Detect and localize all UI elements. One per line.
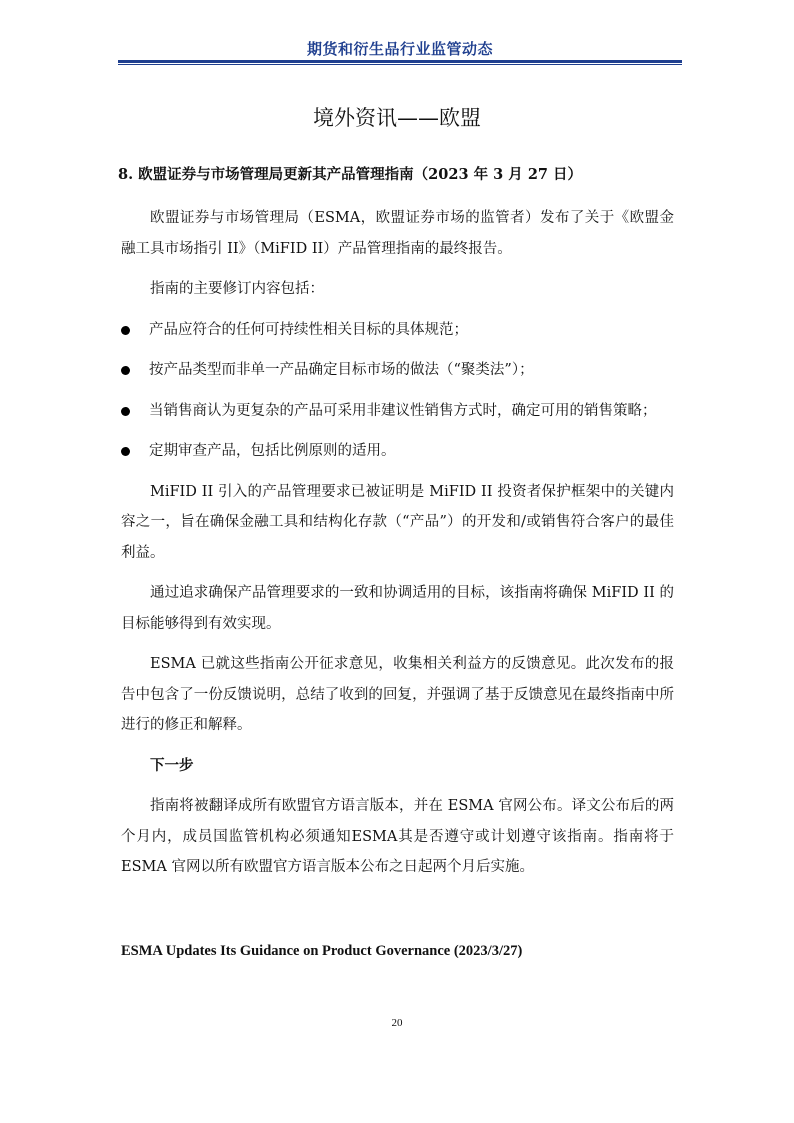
list-item-text: 当销售商认为更复杂的产品可采用非建议性销售方式时，确定可用的销售策略； xyxy=(149,402,657,419)
header-title: 期货和衍生品行业监管动态 xyxy=(306,40,493,58)
paragraph-revisions-lead: 指南的主要修订内容包括： xyxy=(150,281,324,297)
english-article-title: ESMA Updates Its Guidance on Product Governance (2023/3/27) xyxy=(121,943,523,959)
next-steps-heading: 下一步 xyxy=(150,756,194,774)
list-item-text: 按产品类型而非单一产品确定目标市场的做法（“聚类法”）； xyxy=(149,362,534,378)
list-item-text: 产品应符合的任何可持续性相关目标的具体规范； xyxy=(149,321,468,338)
paragraph-objective: 通过追求确保产品管理要求的一致和协调适用的目标，该指南将确保 MiFID II 的目标能够得到有效实现。 xyxy=(121,585,674,632)
paragraph-consultation: ESMA 已就这些指南公开征求意见，收集相关利益方的反馈意见。此次发布的报告中包含了一份反馈说明，总结了收到的回复，并强调了基于反馈意见在最终指南中所进行的修正和解释。 xyxy=(121,656,674,733)
list-item xyxy=(121,315,674,346)
bullet-icon xyxy=(121,326,130,335)
article-body xyxy=(121,203,674,893)
list-item-text: 定期审查产品，包括比例原则的适用。 xyxy=(149,443,396,459)
paragraph-intro: 欧盟证券与市场管理局（ESMA，欧盟证券市场的监管者）发布了关于《欧盟金融工具市场指引 II》（MiFID II）产品管理指南的最终报告。 xyxy=(121,210,674,257)
header-rule-thick xyxy=(118,60,682,63)
header-rule-thin xyxy=(118,64,682,65)
paragraph-mifid: MiFID II 引入的产品管理要求已被证明是 MiFID II 投资者保护框架中的关键内容之一，旨在确保金融工具和结构化存款（“产品”）的开发和/或销售符合客户的最佳利益。 xyxy=(121,483,674,561)
paragraph-next-steps: 指南将被翻译成所有欧盟官方语言版本，并在 ESMA 官网公布。译文公布后的两个月内，成员国监管机构必须通知ESMA其是否遵守或计划遵守该指南。指南将于 ESMA 官网以所有欧盟官方语言版本公布之日起两个月后实施。 xyxy=(121,798,674,875)
list-item xyxy=(121,355,674,386)
bullet-icon xyxy=(121,366,130,375)
section-title: 境外资讯——欧盟 xyxy=(313,106,481,130)
list-item xyxy=(121,396,674,427)
page-number: 20 xyxy=(391,1017,403,1029)
bullet-icon xyxy=(121,407,130,416)
list-item xyxy=(121,436,674,467)
article-title: 8. 欧盟证券与市场管理局更新其产品管理指南（2023 年 3 月 27 日） xyxy=(118,166,583,183)
bullet-icon xyxy=(121,447,130,456)
